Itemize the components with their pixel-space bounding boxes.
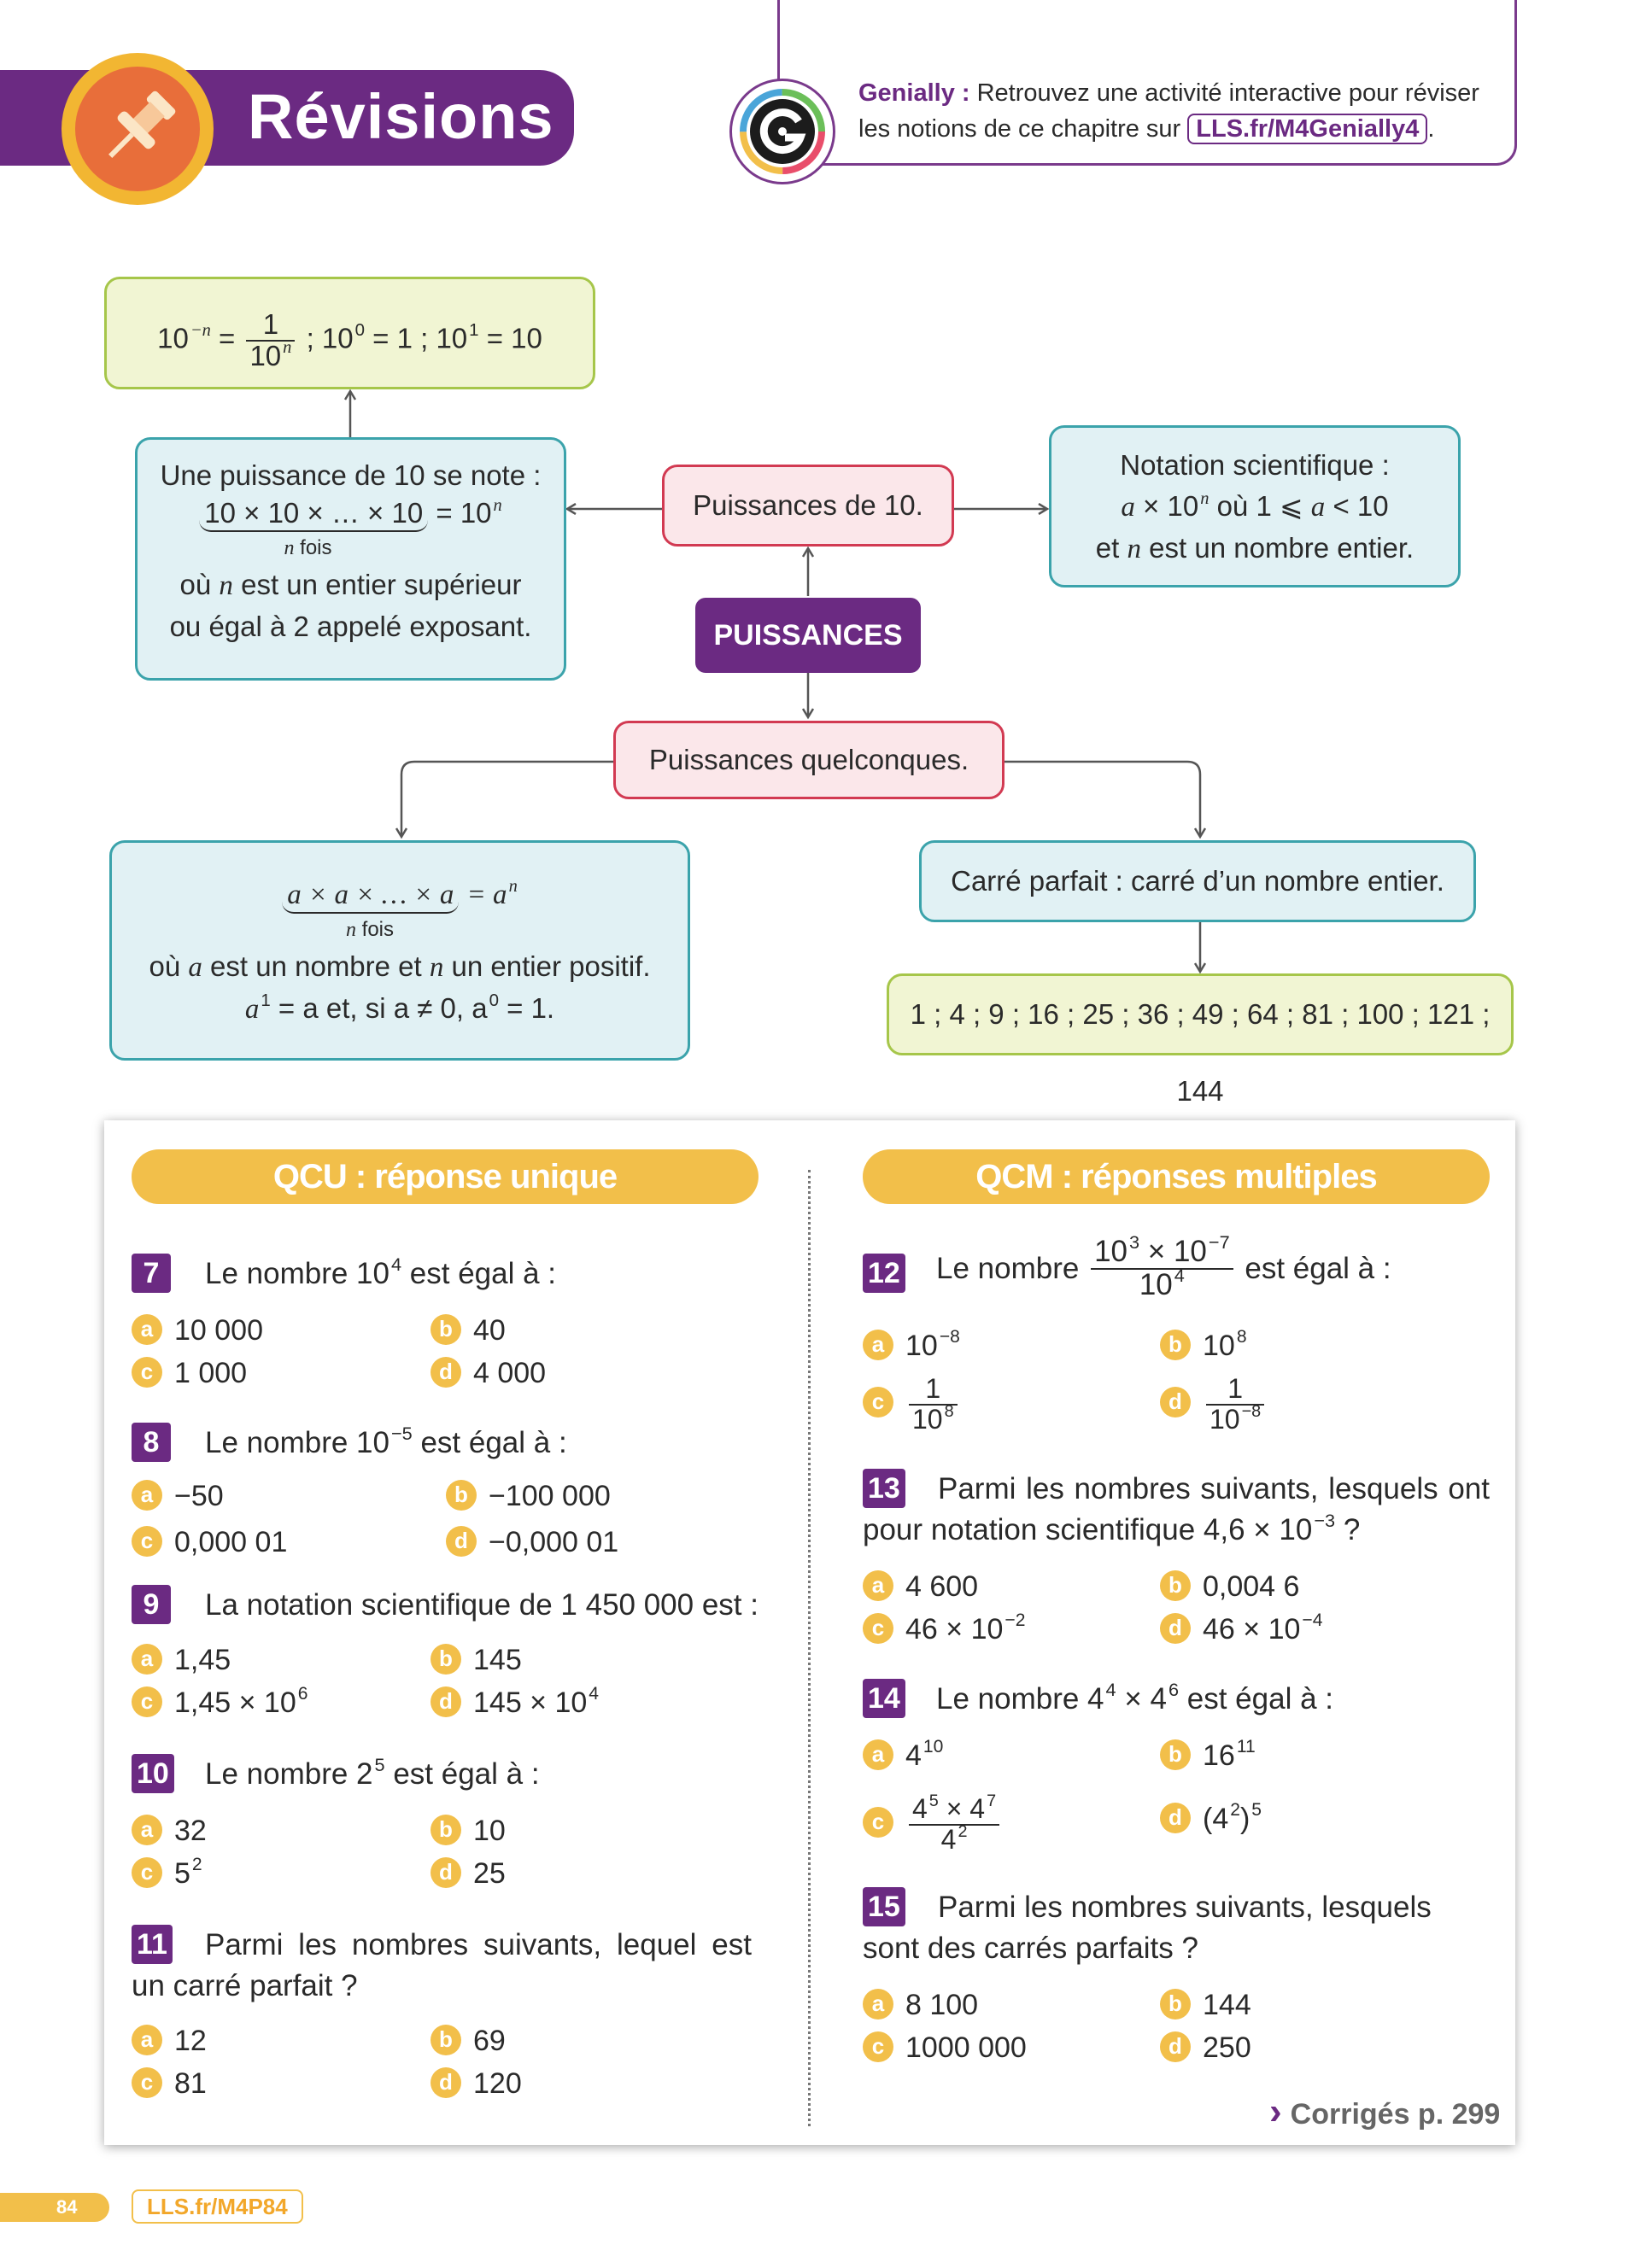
fraction: $\frac{1}{10^n}$ — [246, 310, 295, 371]
answer-option[interactable]: b 145 — [430, 1643, 522, 1677]
answer-option[interactable]: b 40 — [430, 1313, 506, 1347]
question-number: 11 — [132, 1925, 173, 1964]
answer-option[interactable]: a −50 — [132, 1479, 224, 1513]
answer-option[interactable]: c 81 — [132, 2066, 207, 2101]
answer-option[interactable]: b 69 — [430, 2024, 506, 2058]
answer-option[interactable]: a 12 — [132, 2024, 207, 2058]
answer-option[interactable]: a $10^{-8}$ — [863, 1329, 960, 1363]
question-text: Le nombre $10^{-5}$ est égal à : — [205, 1422, 567, 1459]
page-number-bar — [0, 2193, 109, 2222]
column-divider — [808, 1170, 811, 2126]
answer-option[interactable]: a 10 000 — [132, 1313, 263, 1347]
question-number: 15 — [863, 1887, 905, 1926]
answer-option[interactable]: c 0,000 01 — [132, 1525, 287, 1559]
question-number: 10 — [132, 1754, 174, 1793]
question-text: Parmi les nombres suivants, lesquels ont pour notation scientifique $4,6 \times 10^{-3}$ ? — [863, 1472, 1490, 1546]
node-general-powers: Puissances quelconques. — [613, 721, 1004, 799]
answer-option[interactable]: b 10 — [430, 1814, 506, 1848]
question-number: 12 — [863, 1254, 905, 1293]
answer-option[interactable]: b 0,004 6 — [1160, 1569, 1299, 1604]
answer-option[interactable]: a 8 100 — [863, 1988, 978, 2022]
question-number: 7 — [132, 1254, 171, 1293]
answer-option[interactable]: d 250 — [1160, 2031, 1251, 2065]
answer-option[interactable]: c $5^2$ — [132, 1856, 202, 1891]
answer-option[interactable]: b −100 000 — [446, 1479, 611, 1513]
genially-line1: Retrouvez une activité interactive pour réviser — [976, 79, 1479, 107]
answer-option[interactable]: c $46 \times 10^{-2}$ — [863, 1612, 1025, 1646]
fraction: $\frac{10^3 \times 10^{-7}}{10^4}$ — [1091, 1236, 1233, 1301]
answer-option[interactable]: a 4 600 — [863, 1569, 978, 1604]
question-number: 8 — [132, 1423, 171, 1462]
question-text: Le nombre $2^5$ est égal à : — [205, 1753, 540, 1791]
corriges-link[interactable]: › Corrigés p. 299 — [1269, 2090, 1501, 2132]
footer-link[interactable]: LLS.fr/M4P84 — [132, 2189, 303, 2224]
answer-option[interactable]: c $\frac{1}{10 ^8}$ — [863, 1375, 961, 1434]
genially-link[interactable]: LLS.fr/M4Genially4 — [1187, 114, 1427, 144]
qcm-header: QCM : réponses multiples — [863, 1149, 1490, 1204]
answer-option[interactable]: d $(4^2)^5$ — [1160, 1802, 1262, 1836]
box-square-list: 1 ; 4 ; 9 ; 16 ; 25 ; 36 ; 49 ; 64 ; 81 ; 100 ; 121 ; 144 — [887, 973, 1514, 1055]
qcu-header: QCU : réponse unique — [132, 1149, 758, 1204]
answer-option[interactable]: d −0,000 01 — [446, 1525, 618, 1559]
node-powers-of-ten: Puissances de 10. — [662, 465, 954, 547]
question-number: 13 — [863, 1469, 905, 1508]
question-text: Parmi les nombres suivants, lesquels sont des carrés parfaits ? — [863, 1891, 1432, 1965]
answer-option[interactable]: c 1000 000 — [863, 2031, 1027, 2065]
answer-option[interactable]: c $\frac{4 ^5 \times 4 ^7}{4 ^2}$ — [863, 1795, 1003, 1854]
answer-option[interactable]: b 144 — [1160, 1988, 1251, 2022]
question-text: Le nombre $4^4 \times 4^6$ est égal à : — [936, 1678, 1333, 1716]
question-text: La notation scientifique de 1 450 000 est : — [205, 1588, 758, 1622]
question-text: Le nombre $10^4$ est égal à : — [205, 1253, 557, 1290]
answer-option[interactable]: a 32 — [132, 1814, 207, 1848]
answer-option[interactable]: d $46 \times 10^{-4}$ — [1160, 1612, 1322, 1646]
answer-option[interactable]: d $145 \times 10^4$ — [430, 1686, 599, 1720]
answer-option[interactable]: b $10^8$ — [1160, 1329, 1247, 1363]
answer-option[interactable]: c 1 000 — [132, 1356, 247, 1390]
page-number: 84 — [56, 2196, 78, 2218]
answer-option[interactable]: d 25 — [430, 1856, 506, 1891]
connector-right — [1004, 762, 1200, 837]
box-power10-definition: Une puissance de 10 se note : 10 × 10 × … × $10 = 10^n$ n fois où n est un entier supérieur ou égal à 2 appelé exposant. — [135, 437, 566, 681]
question-text: Le nombre $\frac{10^3 \times 10^{-7}}{10^4}$ est égal à : — [936, 1230, 1391, 1301]
node-puissances: PUISSANCES — [695, 598, 921, 673]
genially-text: Genially : Retrouvez une activité interactive pour réviser les notions de ce chapitre sur LLS.fr/M4Genially4 . — [858, 79, 1479, 143]
box-scientific-notation: Notation scientifique : $a \times 10^n$ où 1 ⩽ a < 10 et n est un nombre entier. — [1049, 425, 1461, 587]
genially-line2: les notions de ce chapitre sur — [858, 115, 1181, 143]
answer-option[interactable]: d 120 — [430, 2066, 522, 2101]
answer-option[interactable]: d 4 000 — [430, 1356, 546, 1390]
connector-left — [401, 762, 613, 837]
underbrace: 10 × 10 × … × 10 — [199, 496, 428, 532]
answer-option[interactable]: c $1,45 \times 10^6$ — [132, 1686, 308, 1720]
answer-option[interactable]: d $\frac{1}{10 ^{-8}}$ — [1160, 1375, 1268, 1434]
question-number: 14 — [863, 1679, 905, 1718]
chevron-right-icon: › — [1269, 2090, 1282, 2132]
question-text: Parmi les nombres suivants, lequel est un carré parfait ? — [132, 1928, 752, 2002]
box-negative-powers: $10^{-n}$ = $\frac{1}{10^n}$ ; $10^0 = 1$ ; $10^1 = 10$ — [104, 277, 595, 389]
answer-option[interactable]: a 1,45 — [132, 1643, 231, 1677]
box-general-definition: a × a × … × $a = a^n$ n fois où a est un nombre et n un entier positif. $a^1 = a$ et, si a ≠ 0, $a^0 = 1$. — [109, 840, 690, 1061]
box-perfect-square: Carré parfait : carré d’un nombre entier. — [919, 840, 1476, 922]
genially-label: Genially : — [858, 79, 970, 107]
question-number: 9 — [132, 1585, 171, 1624]
underbrace: a × a × … × a — [282, 878, 459, 914]
page-title: Révisions — [248, 81, 554, 152]
answer-option[interactable]: a $4^{10}$ — [863, 1739, 943, 1773]
answer-option[interactable]: b $16^{11}$ — [1160, 1739, 1256, 1773]
